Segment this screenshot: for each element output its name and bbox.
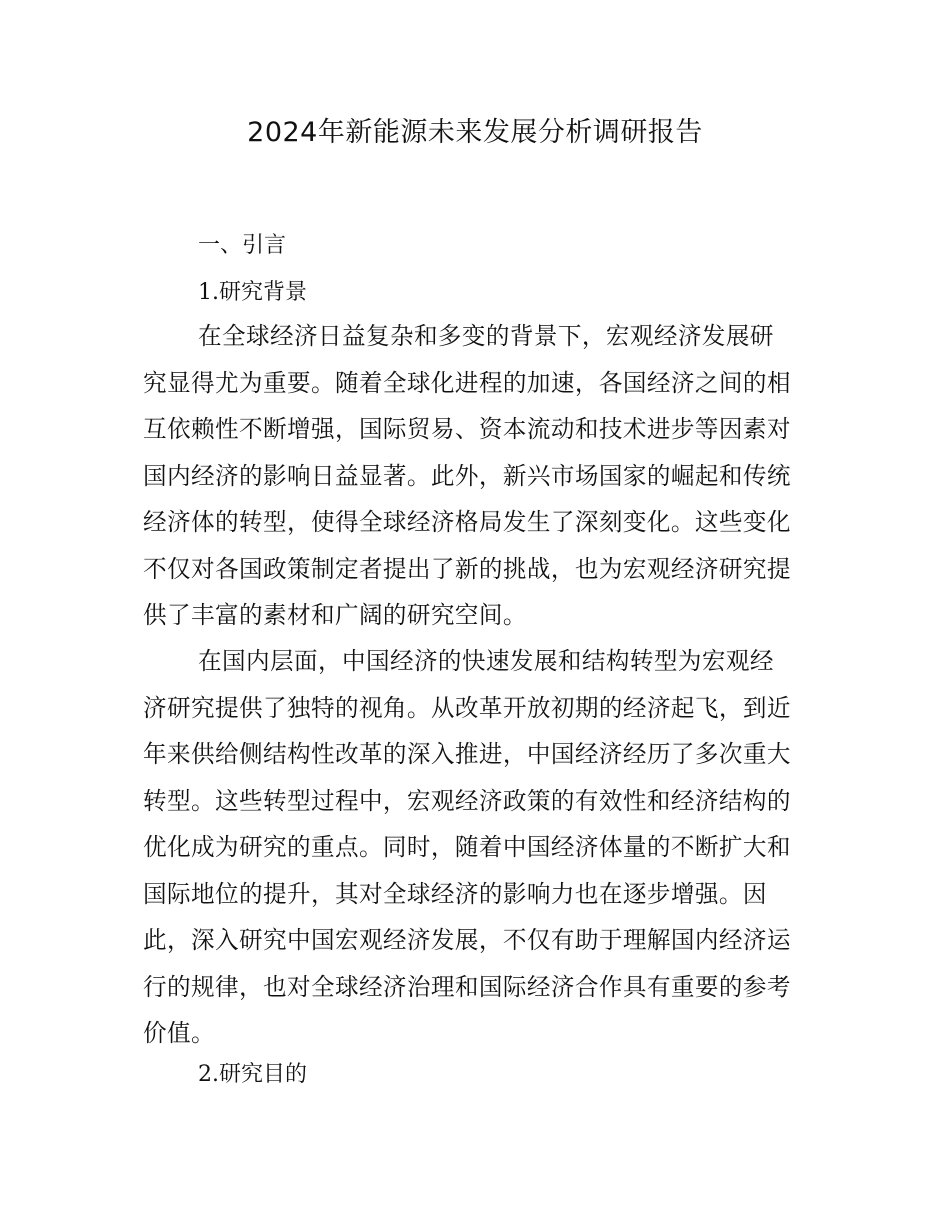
paragraph-line: 国际地位的提升，其对全球经济的影响力也在逐步增强。因	[143, 879, 767, 908]
paragraph-line: 价值。	[143, 1019, 215, 1047]
paragraph-line: 不仅对各国政策制定者提出了新的挑战，也为宏观经济研究提	[143, 554, 791, 583]
paragraph-line: 互依赖性不断增强，国际贸易、资本流动和技术进步等因素对	[143, 415, 791, 443]
paragraph-line: 在全球经济日益复杂和多变的背景下，宏观经济发展研	[198, 322, 774, 350]
paragraph-line: 供了丰富的素材和广阔的研究空间。	[143, 601, 527, 629]
paragraph-line: 行的规律，也对全球经济治理和国际经济合作具有重要的参考	[143, 972, 791, 1001]
paragraph-line: 国内经济的影响日益显著。此外，新兴市场国家的崛起和传统	[143, 461, 791, 490]
paragraph-background-2	[143, 638, 813, 1057]
subsection-heading-research-background: 1.研究背景	[198, 280, 307, 305]
document-title: 2024年新能源未来发展分析调研报告	[247, 117, 703, 148]
paragraph-line: 究显得尤为重要。随着全球化进程的加速，各国经济之间的相	[143, 368, 791, 397]
subsection-heading-research-purpose: 2.研究目的	[198, 1062, 307, 1087]
paragraph-line: 在国内层面，中国经济的快速发展和结构转型为宏观经	[198, 647, 774, 675]
paragraph-line: 济研究提供了独特的视角。从改革开放初期的经济起飞，到近	[143, 693, 791, 722]
paragraph-line: 优化成为研究的重点。同时，随着中国经济体量的不断扩大和	[143, 833, 791, 861]
paragraph-line: 年来供给侧结构性改革的深入推进，中国经济经历了多次重大	[143, 740, 791, 768]
paragraph-line: 此，深入研究中国宏观经济发展，不仅有助于理解国内经济运	[143, 926, 791, 954]
paragraph-background-1	[143, 313, 813, 639]
paragraph-line: 转型。这些转型过程中，宏观经济政策的有效性和经济结构的	[143, 786, 791, 815]
section-heading-introduction: 一、引言	[198, 233, 287, 258]
paragraph-line: 经济体的转型，使得全球经济格局发生了深刻变化。这些变化	[143, 508, 791, 536]
